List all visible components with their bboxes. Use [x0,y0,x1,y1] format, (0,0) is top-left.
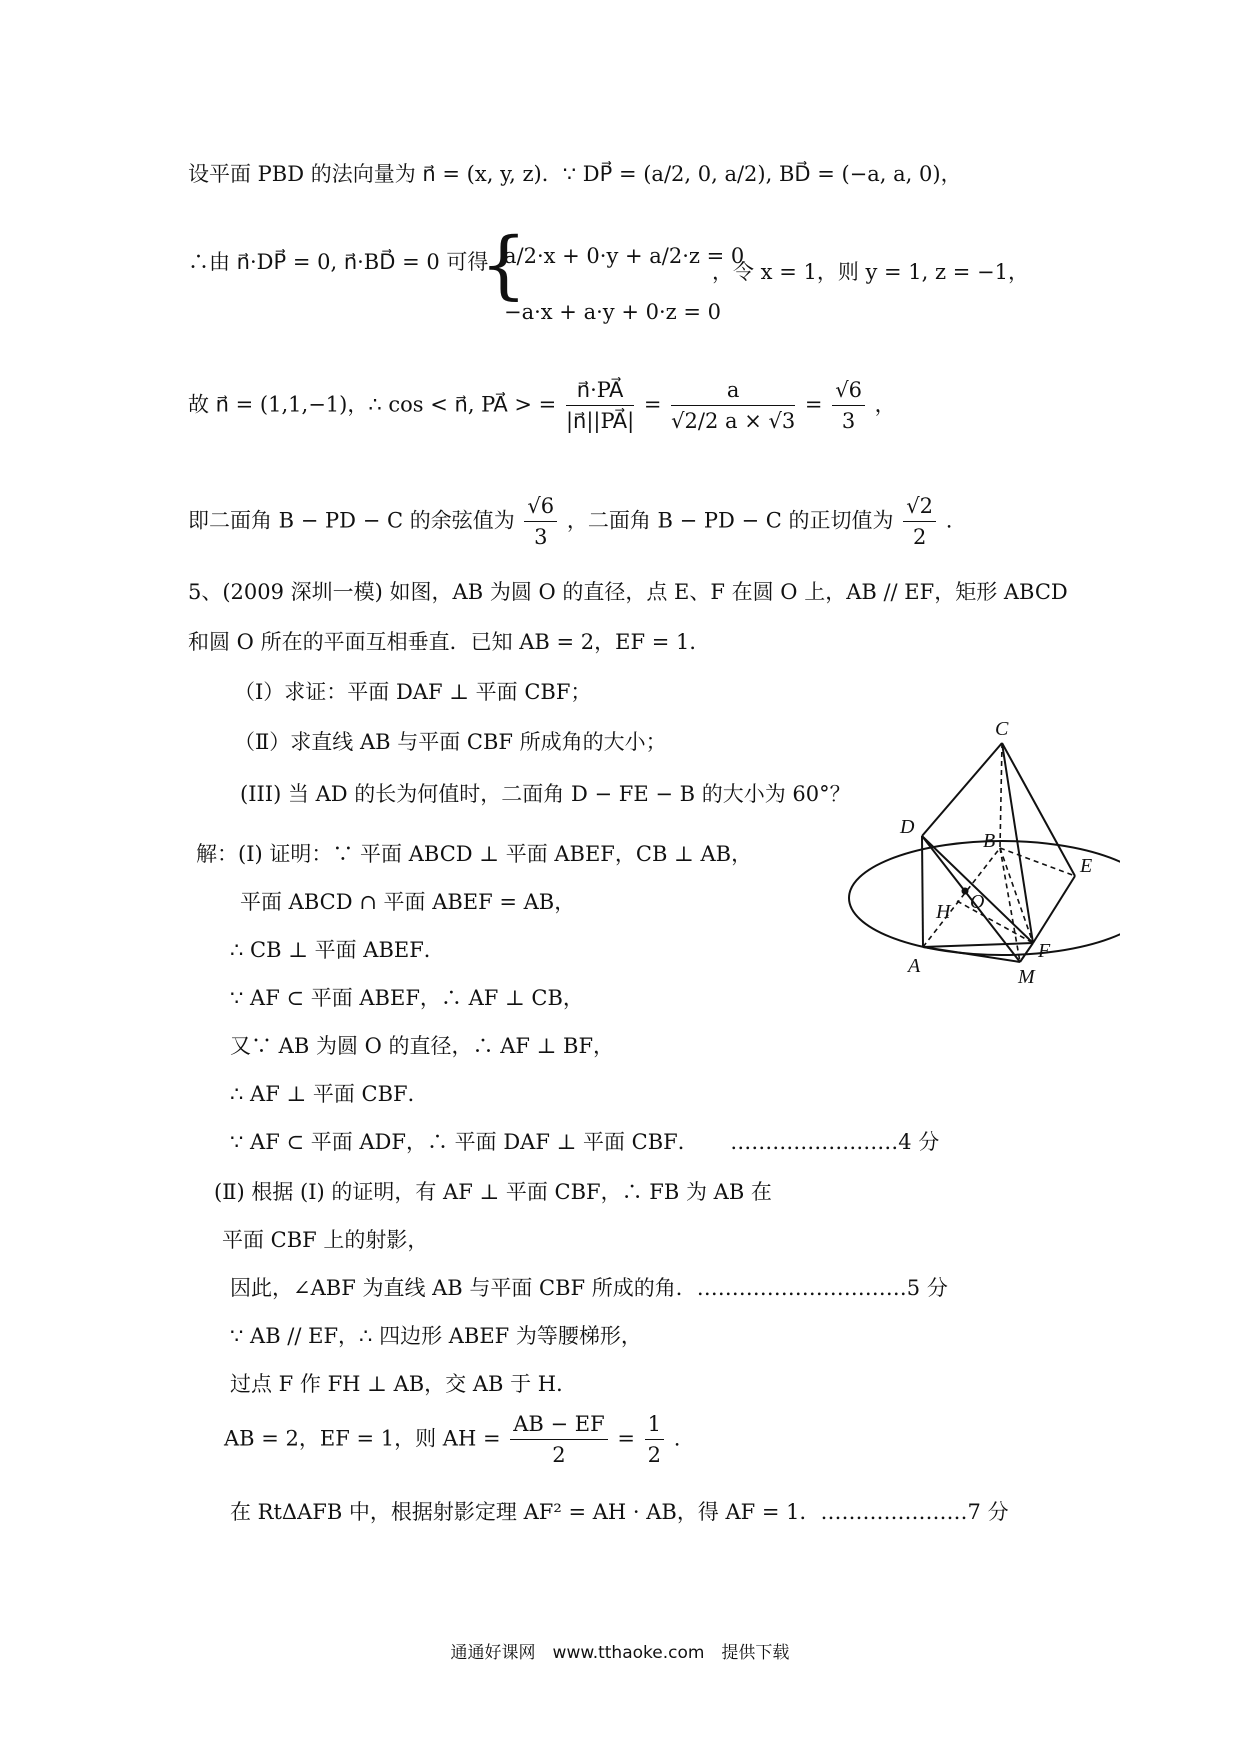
fraction-cos-3 [832,378,865,434]
label-c: C [995,718,1009,740]
text-solution-7: ∵ AF ⊂ 平面 ADF，∴ 平面 DAF ⊥ 平面 CBF． ……………………4 分 [230,1130,940,1154]
solution-9 [222,1230,428,1251]
system-result [712,262,1029,283]
label-d: D [900,816,915,838]
text-solution-1: 解：(Ⅰ) 证明：∵ 平面 ABCD ⊥ 平面 ABEF，CB ⊥ AB， [196,842,753,866]
text-solution-11: ∵ AB // EF，∴ 四边形 ABEF 为等腰梯形， [230,1324,642,1348]
text-question-2: （Ⅱ）求直线 AB 与平面 CBF 所成角的大小； [234,730,667,754]
text-equals: = [617,1426,635,1451]
text-system-result: ，令 x = 1，则 y = 1, z = −1， [712,260,1029,284]
solution-12 [230,1374,577,1395]
text-question-3: (III) 当 AD 的长为何值时，二面角 D − FE − B 的大小为 60°？ [240,782,851,806]
question-3 [240,784,851,805]
text-normal-vector: 设平面 PBD 的法向量为 n⃗ = (x, y, z)．∵ DP⃗ = (a/2, 0, a/2), BD⃗ = (−a, a, 0)， [188,162,962,186]
solution-10 [230,1278,948,1299]
solution-11 [230,1326,642,1347]
solution-3 [230,940,445,961]
text-problem5-2: 和圆 O 所在的平面互相垂直．已知 AB = 2，EF = 1． [188,630,711,654]
solution-2 [240,892,575,913]
solution-13 [224,1412,680,1468]
text-solution-14: 在 RtΔAFB 中，根据射影定理 AF² = AH · AB，得 AF = 1．…………………7 分 [230,1500,1009,1524]
label-m: M [1018,966,1035,985]
solution-8 [214,1182,772,1203]
solution-1 [196,844,752,865]
text-eq1: a/2·x + 0·y + a/2·z = 0 [504,244,745,268]
fraction-cos-2 [671,378,795,434]
fraction-tan-value [903,494,936,550]
text-problem5-1: 5、(2009 深圳一模) 如图，AB 为圆 O 的直径，点 E、F 在圆 O 上，AB // EF，矩形 ABCD [188,580,1068,604]
fraction-ah-2 [645,1412,664,1468]
text-solution-2: 平面 ABCD ∩ 平面 ABEF = AB， [240,890,576,914]
text-period: . [673,1426,681,1451]
text-cos-prefix: 故 n⃗ = (1,1,−1)，∴ cos < n⃗, PA⃗ > = [188,392,557,417]
normal-vector-line [188,164,962,185]
frac-den: 2 [912,525,927,550]
cosine-line: 故 n⃗ = (1,1,−1)，∴ cos < n⃗, PA⃗ > = $\frac{n⃗\cdot PA⃗}{|n⃗||PA⃗|}$ = $\frac{a}{√2/2 a \times √3}$ = $\frac{√6}{3}$ ， [188,378,896,434]
frac-den: 3 [534,525,548,550]
text-solution-13: AB = 2，EF = 1，则 AH = [224,1426,501,1451]
page-footer [0,1638,1240,1663]
dihedral-result-line [188,494,952,550]
solution-4 [230,988,584,1009]
footer-text: 通通好课网 www.tthaoke.com 提供下载 [450,1643,790,1663]
text-solution-10: 因此，∠ABF 为直线 AB 与平面 CBF 所成的角．…………………………5 分 [230,1276,948,1300]
system-eq2 [504,302,721,323]
text-solution-8: (Ⅱ) 根据 (Ⅰ) 的证明，有 AF ⊥ 平面 CBF，∴ FB 为 AB 在 [214,1180,772,1204]
text-eq2: −a·x + a·y + 0·z = 0 [504,300,721,324]
text-solution-5: 又∵ AB 为圆 O 的直径，∴ AF ⊥ BF， [230,1034,615,1058]
system-brace: { [480,222,528,308]
label-o: O [970,891,985,913]
label-b: B [983,830,996,852]
question-2 [234,732,667,753]
frac-num: 1 [645,1412,664,1440]
fraction-cos-value [524,494,557,550]
frac-num: AB − EF [510,1412,607,1440]
frac-den: √2/2 a × √3 [671,409,796,434]
text-period: . [945,508,953,533]
text-solution-12: 过点 F 作 FH ⊥ AB，交 AB 于 H． [230,1372,578,1396]
label-a: A [908,955,921,977]
problem5-line1 [188,582,1068,603]
text-solution-4: ∵ AF ⊂ 平面 ABEF，∴ AF ⊥ CB， [230,986,584,1010]
fraction-ah-1 [510,1412,607,1468]
frac-den: 2 [647,1443,662,1468]
center-o-dot [962,888,969,895]
text-solution-6: ∴ AF ⊥ 平面 CBF． [230,1082,429,1106]
text-tan-value: ，二面角 B − PD − C 的正切值为 [566,508,894,533]
frac-num: a [671,378,795,406]
fraction-cos-1 [566,378,634,434]
frac-den: |n⃗||PA⃗| [565,409,635,434]
frac-num: n⃗·PA⃗ [566,378,634,406]
frac-num: √6 [524,494,557,522]
solution-5 [230,1036,614,1057]
solution-6 [230,1084,429,1105]
geometry-figure [820,715,1120,985]
label-f: F [1038,940,1051,962]
frac-den: 3 [841,409,856,434]
text-solution-9: 平面 CBF 上的射影， [222,1228,429,1252]
solution-7 [230,1132,939,1153]
system-eq1 [504,246,744,267]
text-question-1: （Ⅰ）求证：平面 DAF ⊥ 平面 CBF； [234,680,592,704]
equation-system-line [188,252,488,273]
frac-num: √2 [903,494,936,522]
label-h: H [936,901,951,923]
text-system-intro: ∴由 n⃗·DP⃗ = 0, n⃗·BD⃗ = 0 可得 [188,250,489,274]
question-1 [234,682,591,703]
label-e: E [1080,855,1093,877]
frac-den: 2 [552,1443,566,1468]
frac-num: √6 [832,378,865,406]
solution-14 [230,1502,1009,1523]
text-solution-3: ∴ CB ⊥ 平面 ABEF． [230,938,445,962]
problem5-line2 [188,632,710,653]
text-cos-value: 即二面角 B − PD − C 的余弦值为 [188,508,515,533]
